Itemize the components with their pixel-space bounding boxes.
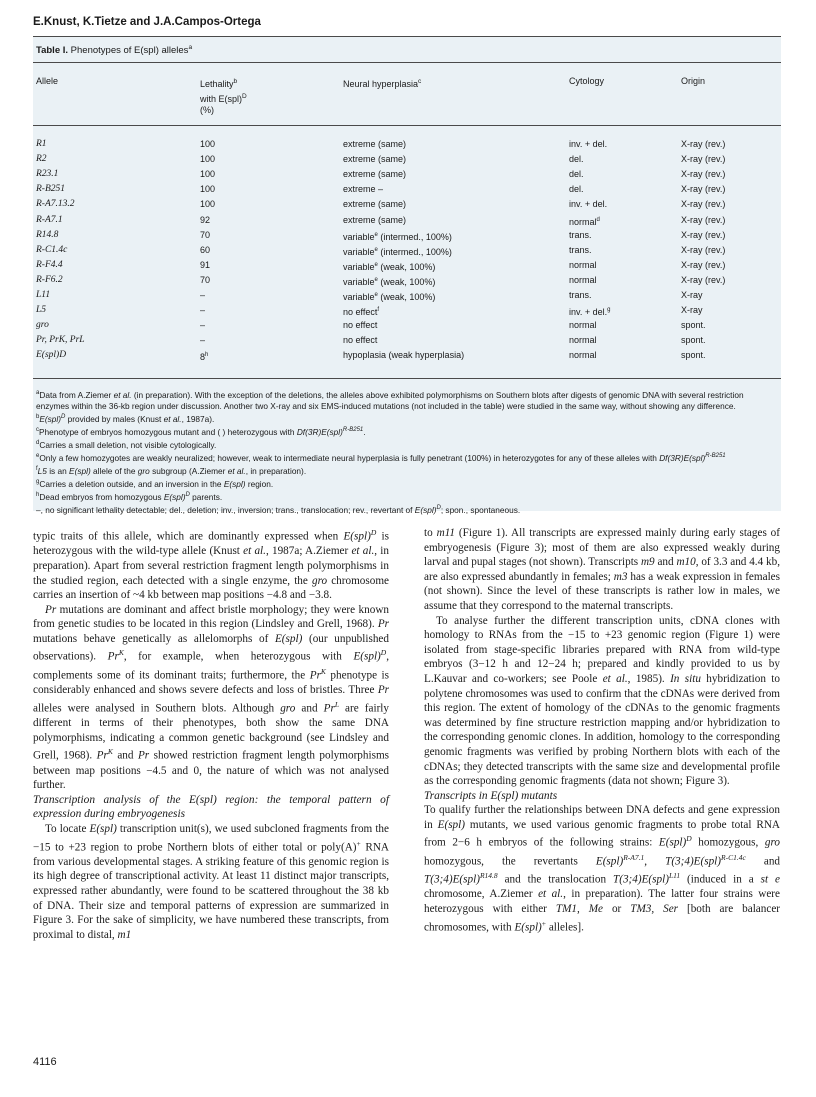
header-lethality-line1: Lethality <box>200 79 234 89</box>
footnote-g: $^g$Carries a deletion outside, and an inversion in the E(spl) region. <box>36 478 274 489</box>
table-row <box>33 350 781 361</box>
cell-lethality: – <box>200 335 206 346</box>
cell-allele: R-C1.4c <box>36 244 68 255</box>
cell-neural: variable$^e$ (weak, 100%) <box>343 276 436 287</box>
table-row <box>33 169 781 180</box>
right-paragraph-2: To analyse further the different transcription units, cDNA clones with homology to RNAs from the −15 to +23 genomic region (Figure 1) were isolated from stage-specific libraries prepared with RNA from wild-type embryos (3−12 h and 12−24 h; prepared and kindly provided to us by L.Kauvar and co-workers; see Poole et al., 1985). In situ hybridization to polytene chromosomes was used to confirm that the cDNAs were derived from this region. The extent of homology of the cDNAs to the genomic fragments was determined by fine structure restriction mapping and/or hybridization to the corresponding genomic clones. In addition, homology to the corresponding genomic fragments was verified by probing Northern blots with each of the cDNAs; they detected transcripts with the same size and developmental profile as the corresponding genomic fragments (data not shown; Figure 3). <box>424 614 781 788</box>
header-origin: Origin <box>681 76 706 86</box>
left-column <box>33 526 389 942</box>
cell-cytology: normal <box>569 350 597 361</box>
cell-lethality: 91 <box>200 259 211 270</box>
cell-allele: E(spl)D <box>36 350 67 361</box>
page-number: 4116 <box>33 1056 57 1068</box>
cell-origin: X-ray (rev.) <box>681 274 726 285</box>
header-top-rule <box>33 62 781 63</box>
cell-neural: hypoplasia (weak hyperplasia) <box>343 350 465 361</box>
header-neural-label: Neural hyperplasia <box>343 79 419 89</box>
cell-allele: R2 <box>36 154 47 165</box>
cell-neural-mark: f <box>377 307 380 314</box>
cell-origin: X-ray (rev.) <box>681 244 726 255</box>
cell-origin: X-ray (rev.) <box>681 199 726 210</box>
cell-lethality: 100 <box>200 169 216 180</box>
cell-neural-mark: e <box>374 231 378 238</box>
table-caption-footnote-mark: a <box>188 44 193 51</box>
cell-neural: variable$^e$ (weak, 100%) <box>343 261 436 272</box>
cell-origin: X-ray <box>681 290 703 300</box>
table-row <box>33 275 781 286</box>
cell-neural: extreme – <box>343 184 384 195</box>
table-row <box>33 184 781 195</box>
cell-neural: extreme (same) <box>343 139 407 149</box>
footnote-e: $^e$Only a few homozygotes are weakly neuralized; however, weak to intermediate neural hyperplasia is fully penetrant (100%) in heterozygotes for any of these alleles with Df(3R)E(spl)$^{R-B251}$ <box>36 452 726 463</box>
cell-origin: spont. <box>681 350 706 361</box>
cell-cytology: inv. + del. <box>569 199 608 210</box>
header-cytology: Cytology <box>569 76 605 86</box>
footnote-d: $^d$Carries a small deletion, not visible cytologically. <box>36 439 217 450</box>
cell-allele: R14.8 <box>36 229 59 240</box>
table-row <box>33 139 781 150</box>
cell-cytology: normal <box>569 259 597 270</box>
cell-origin: X-ray (rev.) <box>681 259 726 270</box>
table-row <box>33 199 781 210</box>
cell-allele: R-A7.13.2 <box>36 199 75 210</box>
cell-lethality: 100 <box>200 139 216 149</box>
header-allele: Allele <box>36 76 59 86</box>
cell-origin: X-ray (rev.) <box>681 169 726 180</box>
cell-allele: R-F4.4 <box>36 259 63 270</box>
running-head: E.Knust, K.Tietze and J.A.Campos-Ortega <box>33 16 261 28</box>
cell-neural: extreme (same) <box>343 214 407 225</box>
cell-neural-detail: (weak, 100%) <box>377 292 436 302</box>
cell-cytology: inv. + del. <box>569 139 608 149</box>
cell-lethality: 8$^h$ <box>200 352 209 363</box>
cell-cytology: normal <box>569 335 597 346</box>
cell-cytology-mark: d <box>596 216 600 223</box>
cell-lethality: 70 <box>200 274 211 285</box>
cell-neural-detail: (weak, 100%) <box>377 276 436 287</box>
left-paragraph-2: Pr mutations are dominant and affect bristle morphology; they were known from genetic studies to be located in this region (Lindsley and Grell, 1968). Pr mutations behave genetically as allelomorphs of E(spl) (our unpublished observations). $Pr^K$, for example, when heterozygous with E(spl)$^D$, complements some of its dominant traits; furthermore, the $Pr^K$ phenotype is considerably enhanced and shows severe defects and loss of bristles. Three Pr alleles were analysed in Southern blots. Although gro and $Pr^L$ are fairly different in terms of their phenotypes, both show the same DNA polymorphisms, indicating a common genetic background (see Lindsley and Grell, 1968). $Pr^K$ and Pr showed restriction fragment length polymorphisms between map positions −4.5 and 0, the nature of which was not analysed further. <box>33 603 390 792</box>
cell-neural: no effect$^f$ <box>343 307 380 318</box>
cell-lethality: 100 <box>200 199 216 210</box>
footnote-h: $^h$Dead embryos from homozygous E(spl)$^D$ parents. <box>36 491 223 502</box>
cell-neural: variable$^e$ (intermed., 100%) <box>343 246 452 257</box>
cell-lethality-mark: h <box>205 352 209 359</box>
header-lethality-line3: (%) <box>200 105 214 115</box>
cell-origin: X-ray (rev.) <box>681 184 726 195</box>
table-caption: Phenotypes of E(spl) alleles <box>68 45 189 57</box>
header-neural <box>343 76 421 91</box>
cell-neural-detail: (intermed., 100%) <box>377 231 452 242</box>
cell-allele: gro <box>36 320 49 331</box>
table-row <box>33 320 781 331</box>
cell-neural-mark: e <box>374 276 378 283</box>
cell-neural-mark: e <box>374 261 378 268</box>
right-paragraph-1: to m11 (Figure 1). All transcripts are expressed mainly during early stages of embryogenesis (Figure 3); most of them are also expressed weakly during larval and pupal stages (not shown). Transcripts m9 and m10, of 3.3 and 4.4 kb, are also expressed abundantly in females; m3 has a weak expression in females (not shown). Since the level of these transcripts is rather low in males, we assume that they correspond to the maternal transcripts. <box>424 527 780 612</box>
cell-origin: X-ray (rev.) <box>681 214 726 225</box>
table-title <box>36 44 192 56</box>
right-section-heading: Transcripts in E(spl) mutants <box>424 789 558 802</box>
footnote-b: $^b$E(spl)$^D$ provided by males (Knust et al., 1987a). <box>36 413 215 424</box>
cell-origin: X-ray (rev.) <box>681 139 726 149</box>
cell-neural-detail: (weak, 100%) <box>377 261 436 272</box>
cell-lethality: – <box>200 305 206 316</box>
table-row <box>33 154 781 165</box>
footnote-c: $^c$Phenotype of embryos homozygous mutant and ( ) heterozygous with Df(3R)E(spl)$^{R-B251}$. <box>36 426 366 437</box>
cell-lethality: 100 <box>200 154 216 165</box>
cell-lethality: – <box>200 320 206 331</box>
cell-neural-mark: e <box>374 246 378 253</box>
table-row <box>33 260 781 271</box>
table-bottom-rule <box>33 378 781 379</box>
cell-lethality: – <box>200 290 206 300</box>
cell-neural-detail: (intermed., 100%) <box>377 246 452 257</box>
table-row <box>33 290 781 301</box>
header-lethality-mark: b <box>233 78 238 85</box>
cell-cytology: inv. + del.$^g$ <box>569 307 611 318</box>
cell-cytology: trans. <box>569 229 592 240</box>
table-row <box>33 215 781 226</box>
left-paragraph-1: typic traits of this allele, which are dominantly expressed when E(spl)$^D$ is heterozygous with the wild-type allele (Knust et al., 1987a; A.Ziemer et al., in preparation). Apart from several restriction fragment length polymorphisms in the studied region, each detected with a single enzyme, the gro chromosome carries an insertion of ~4 kb between map positions −4.8 and −3.8. <box>33 528 389 602</box>
cell-lethality: 100 <box>200 184 216 195</box>
cell-cytology: trans. <box>569 244 592 255</box>
cell-neural: extreme (same) <box>343 199 407 210</box>
header-bottom-rule <box>33 125 781 126</box>
cell-cytology-mark: g <box>607 307 611 314</box>
cell-lethality: 60 <box>200 244 211 255</box>
cell-neural: no effect <box>343 335 378 346</box>
left-paragraph-3: To locate E(spl) transcription unit(s), we used subcloned fragments from the −15 to +23 region to probe Northern blots of either total or poly(A)+ RNA from various developmental stages. A striking feature of this genomic region is its high degree of transcriptional activity. At least 11 distinct major transcripts, expressed rather abundantly, were found to be scattered throughout the 38 kb of DNA. Their size and temporal patterns of expression are summarized in Figure 3. For the sake of simplicity, we have numbered these transcripts, from proximal to distal, m1 <box>33 822 389 941</box>
cell-cytology: normal <box>569 274 597 285</box>
table-row <box>33 230 781 241</box>
footnote-a: $^a$Data from A.Ziemer et al. (in preparation). With the exception of the deletions, the alleles above exhibited polymorphisms on Southern blots after digests of genomic DNA with several restriction enzymes within the 36-kb region under discussion. Another two X-ray and six EMS-induced mutations (not included in the table) were studied in the same way, without showing any difference. <box>36 389 744 411</box>
footnote-f: $^f$L5 is an E(spl) allele of the gro subgroup (A.Ziemer et al., in preparation). <box>36 465 307 476</box>
cell-allele: R23.1 <box>36 169 59 180</box>
cell-origin: X-ray (rev.) <box>681 229 726 240</box>
cell-neural: no effect <box>343 320 378 331</box>
table-row <box>33 335 781 346</box>
cell-cytology: trans. <box>569 290 592 300</box>
header-lethality <box>200 76 247 117</box>
header-lethality-line2: with E(spl) <box>200 93 243 104</box>
cell-allele: R-F6.2 <box>36 274 63 285</box>
cell-origin: X-ray (rev.) <box>681 154 726 165</box>
cell-neural: extreme (same) <box>343 169 407 180</box>
cell-neural: extreme (same) <box>343 154 407 165</box>
cell-origin: spont. <box>681 320 706 331</box>
cell-lethality: 70 <box>200 229 211 240</box>
cell-allele: R1 <box>36 139 47 149</box>
header-neural-mark: c <box>418 78 422 85</box>
table-footnotes <box>36 388 776 516</box>
footnote-abbreviations: –, no significant lethality detectable; del., deletion; inv., inversion; trans., translocation; rev., revertant of E(spl)$^D$; spon., spontaneous. <box>36 504 521 515</box>
cell-neural-mark: e <box>374 292 378 298</box>
cell-neural: variable$^e$ (weak, 100%) <box>343 292 436 302</box>
table-row <box>33 305 781 316</box>
cell-cytology: normal <box>569 320 597 331</box>
cell-allele: R-A7.1 <box>36 214 63 225</box>
right-column <box>424 526 780 935</box>
cell-allele: Pr, PrK, PrL <box>36 335 85 346</box>
cell-cytology: del. <box>569 169 584 180</box>
left-section-heading: Transcription analysis of the E(spl) region: the temporal pattern of expression during embryogenesis <box>33 793 389 821</box>
cell-cytology: normal$^d$ <box>569 216 600 227</box>
table-top-rule <box>33 36 781 37</box>
cell-allele: L5 <box>36 305 47 316</box>
cell-allele: L11 <box>36 290 51 300</box>
right-paragraph-3: To qualify further the relationships between DNA defects and gene expression in E(spl) mutants, we used various genomic fragments to probe total RNA from 2−6 h embryos of the following strains: E(spl)$^D$ homozygous, gro homozygous, the revertants E(spl)$^{R-A7.1}$, T(3;4)E(spl)$^{R-C1.4c}$ and T(3;4)E(spl)$^{R14.8}$ and the translocation T(3;4)E(spl)$^{L11}$ (induced in a st e chromosome, A.Ziemer et al., in preparation). The latter four strains were heterozygous with either TM1, Me or TM3, Ser [both are balancer chromosomes, with E(spl)+ alleles]. <box>424 804 781 934</box>
cell-allele: R-B251 <box>36 184 66 195</box>
cell-cytology: del. <box>569 184 584 195</box>
cell-neural: variable$^e$ (intermed., 100%) <box>343 231 452 242</box>
table-row <box>33 245 781 256</box>
header-lethality-line2-mark: D <box>242 92 247 100</box>
cell-lethality: 92 <box>200 214 211 225</box>
table-label: Table I. <box>36 45 69 57</box>
cell-origin: spont. <box>681 335 706 346</box>
cell-origin: X-ray <box>681 305 703 316</box>
cell-cytology: del. <box>569 154 584 165</box>
